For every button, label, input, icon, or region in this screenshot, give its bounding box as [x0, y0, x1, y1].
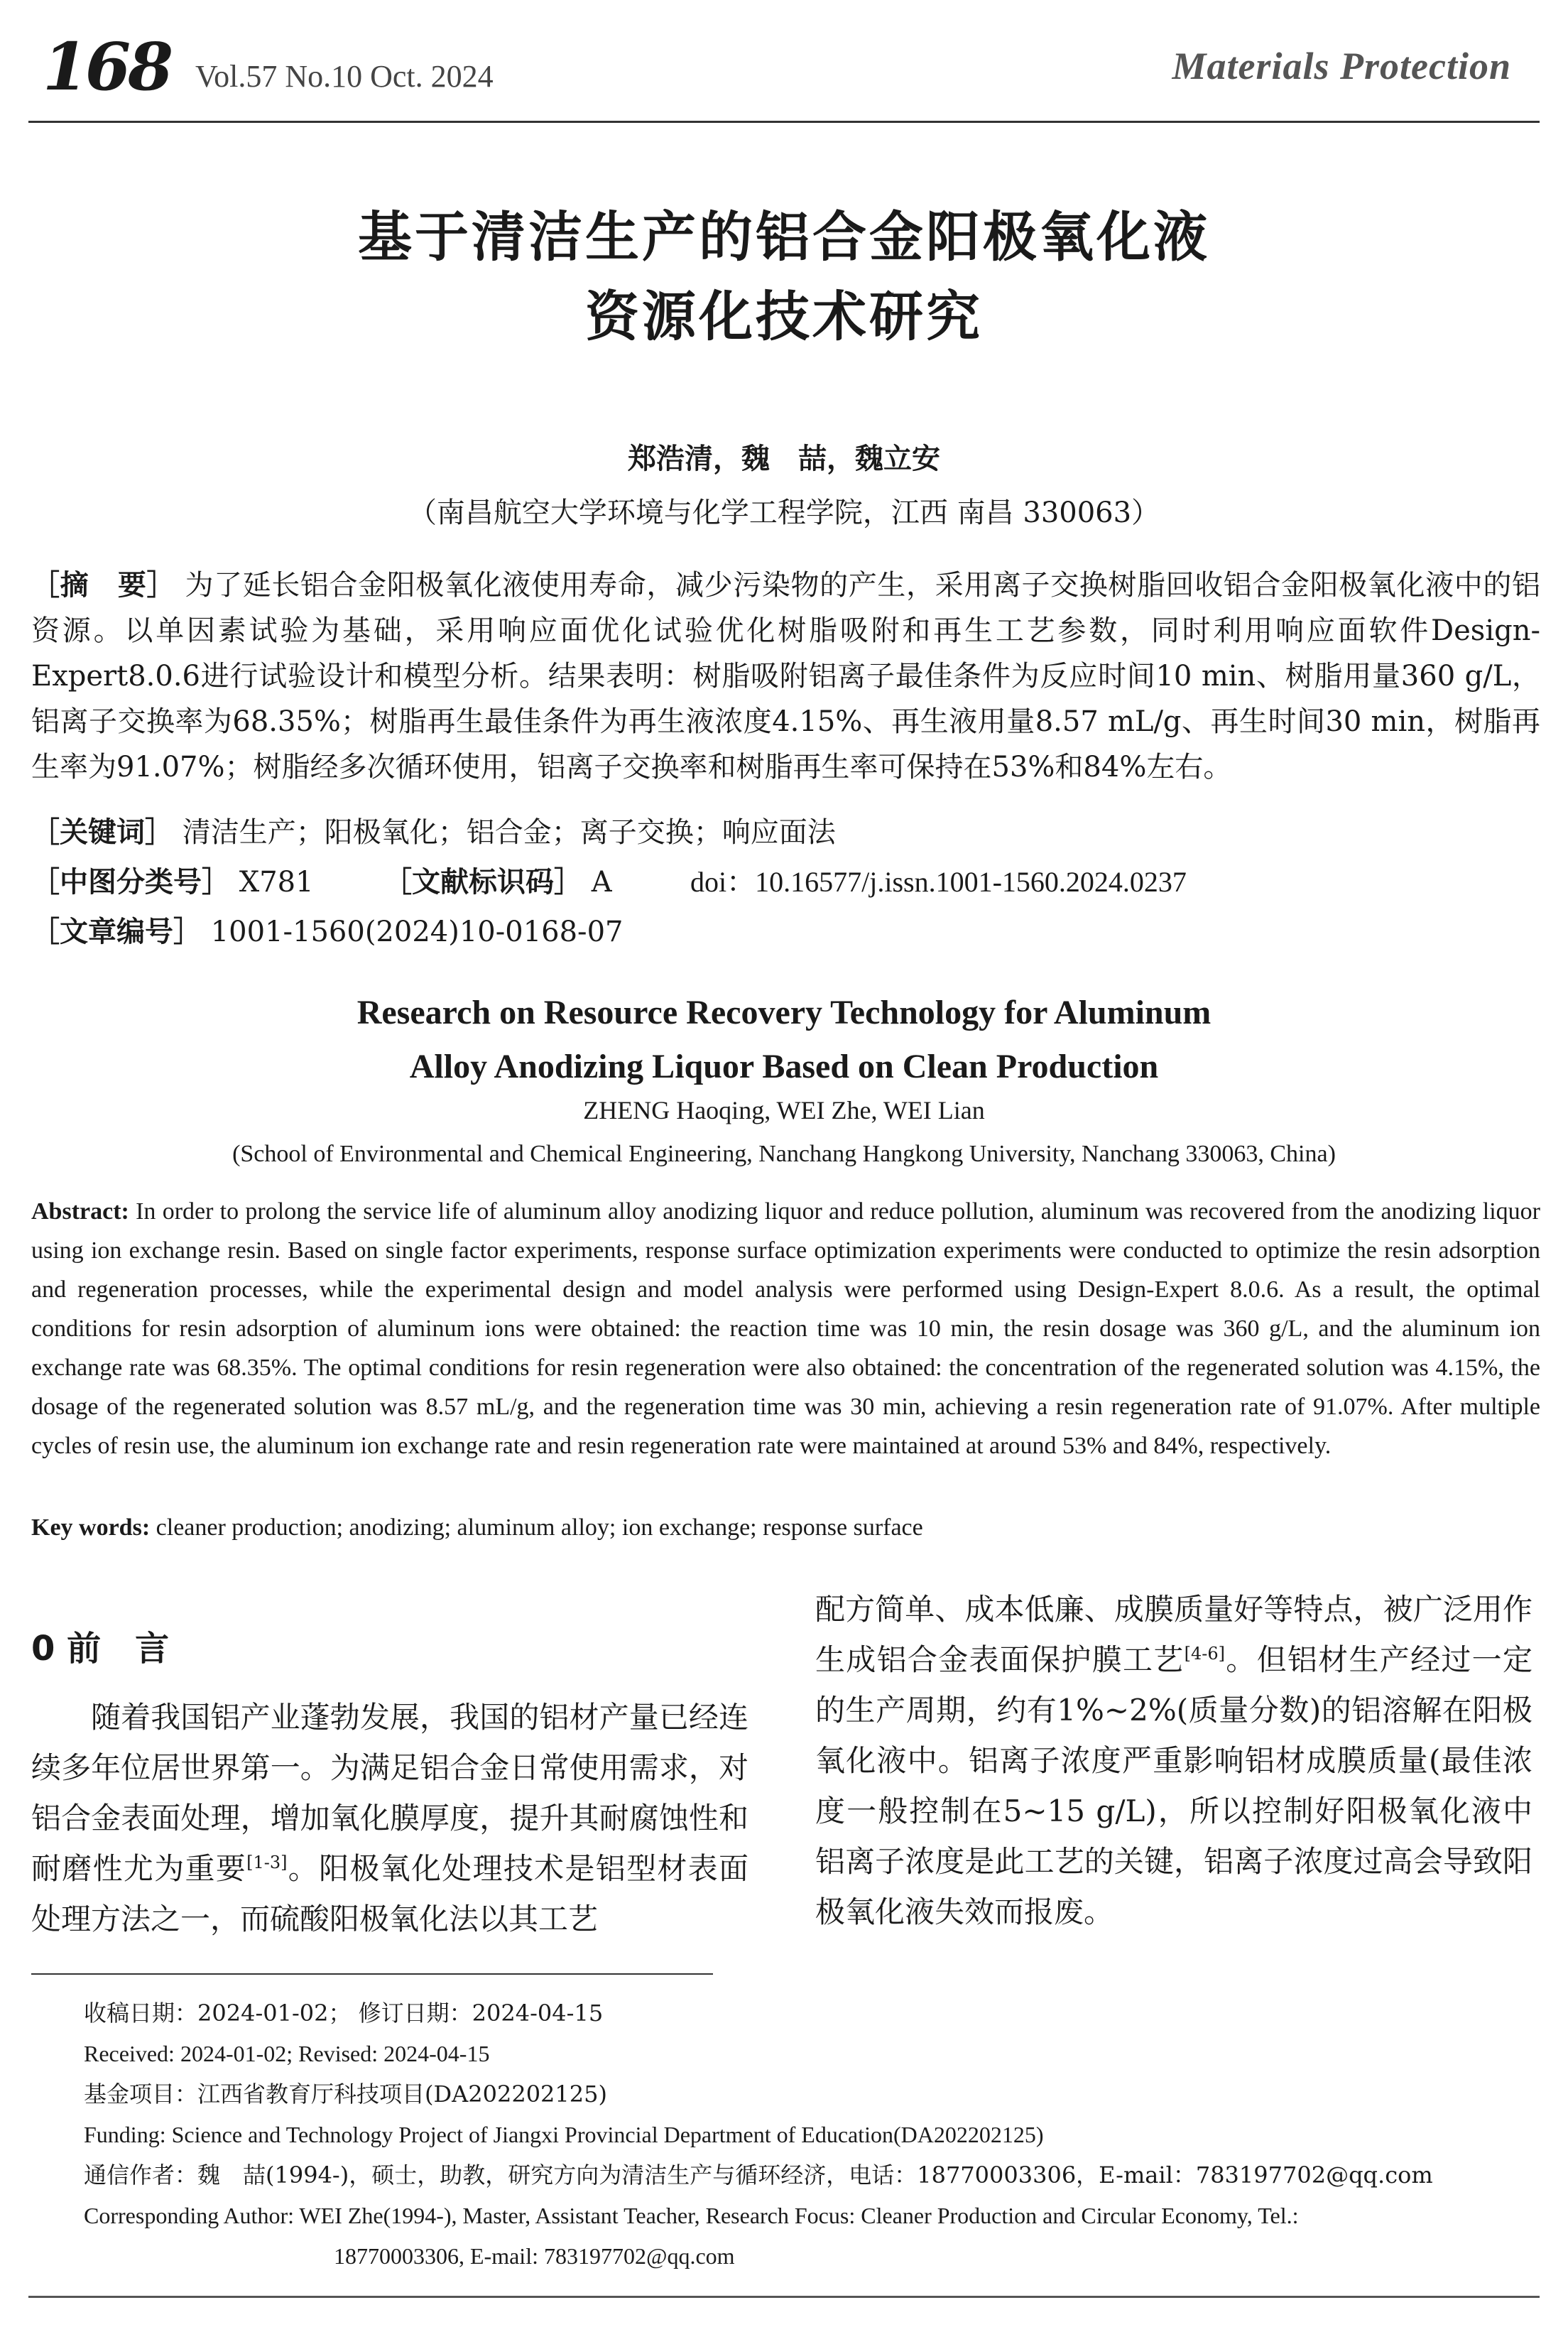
abstract-cn [31, 563, 1540, 790]
section-heading: 0 前 言 [31, 1629, 170, 1669]
authors: 郑浩清，魏 喆，魏立安 [628, 443, 940, 475]
en-affiliation: (School of Environmental and Chemical Engineering, Nanchang Hangkong University, Nanchang 330063, China) [232, 1141, 1336, 1167]
citation-4-6[interactable]: [4-6] [1184, 1644, 1225, 1664]
en-authors: ZHENG Haoqing, WEI Zhe, WEI Lian [583, 1096, 985, 1124]
doc-code-value: A [591, 866, 612, 899]
footnote-rule [31, 1973, 713, 1975]
clc-value: X781 [239, 866, 314, 899]
en-title-line-1: Research on Resource Recovery Technology for Aluminum [356, 994, 1212, 1031]
body-left-text-b: 。阳极氧化处理技术是铝型材表面处理方法之一，而硫酸阳极氧化法以其工艺 [31, 1851, 748, 1936]
en-keywords-text: cleaner production; anodizing; aluminum alloy; ion exchange; response surface [156, 1514, 923, 1541]
keywords-cn-label: ［关键词］ [31, 816, 173, 849]
en-keywords [31, 1514, 1540, 1541]
doc-code [383, 859, 612, 905]
article-number-value: 1001-1560(2024)10-0168-07 [210, 916, 624, 948]
body-left-column [31, 1692, 748, 1944]
affiliation: （南昌航空大学环境与化学工程学院，江西 南昌 330063） [408, 497, 1160, 529]
article-number [31, 909, 623, 955]
keywords-cn [31, 810, 836, 855]
clc [31, 859, 314, 905]
footnote-received-en: Received: 2024-01-02; Revised: 2024-04-15 [84, 2041, 490, 2066]
abstract-cn-label: ［摘 要］ [31, 569, 176, 602]
body-right-text-b: 。但铝材生产经过一定的生产周期，约有1%~2%(质量分数)的铝溶解在阳极氧化液中。铝离子浓度严重影响铝材成膜质量(最佳浓度一般控制在5~15 g/L)，所以控制好阳极氧化液中铝离子浓度是此工艺的关键，铝离子浓度过高会导致阳极氧化液失效而报废。 [815, 1642, 1532, 1929]
en-abstract [31, 1192, 1540, 1465]
title-line-1: 基于清洁生产的铝合金阳极氧化液 [358, 205, 1210, 269]
body-right-text-a: 配方简单、成本低廉、成膜质量好等特点，被广泛用作生成铝合金表面保护膜工艺 [815, 1592, 1532, 1677]
title-line-2: 资源化技术研究 [585, 285, 983, 348]
footnote-author-cn: 通信作者：魏 喆(1994-)，硕士，助教，研究方向为清洁生产与循环经济，电话：18770003306，E-mail：783197702@qq.com [84, 2162, 1433, 2189]
bottom-rule [28, 2296, 1540, 2298]
en-keywords-label: Key words: [31, 1514, 151, 1541]
en-title-line-2: Alloy Anodizing Liquor Based on Clean Production [409, 1048, 1159, 1085]
abstract-cn-text: 为了延长铝合金阳极氧化液使用寿命，减少污染物的产生，采用离子交换树脂回收铝合金阳极氧化液中的铝资源。以单因素试验为基础，采用响应面优化试验优化树脂吸附和再生工艺参数，同时利用响应面软件Design-Expert8.0.6进行试验设计和模型分析。结果表明：树脂吸附铝离子最佳条件为反应时间10 min、树脂用量360 g/L，铝离子交换率为68.35%；树脂再生最佳条件为再生液浓度4.15%、再生液用量8.57 mL/g、再生时间30 min，树脂再生率为91.07%；树脂经多次循环使用，铝离子交换率和树脂再生率可保持在53%和84%左右。 [31, 569, 1541, 783]
citation-1-3[interactable]: [1-3] [246, 1853, 288, 1872]
issue-info: Vol.57 No.10 Oct. 2024 [195, 59, 494, 94]
footnote-fund-en: Funding: Science and Technology Project of Jiangxi Provincial Department of Education(DA202202125) [84, 2122, 1044, 2147]
keywords-cn-text: 清洁生产；阳极氧化；铝合金；离子交换；响应面法 [182, 816, 836, 849]
header-rule [28, 121, 1540, 123]
footnote-author-en-2: 18770003306, E-mail: 783197702@qq.com [334, 2243, 735, 2269]
doi: doi：10.16577/j.issn.1001-1560.2024.0237 [690, 866, 1187, 898]
clc-label: ［中图分类号］ [31, 866, 230, 899]
body-right-column [815, 1584, 1532, 1937]
journal-name: Materials Protection [1172, 45, 1511, 87]
en-abstract-text: In order to prolong the service life of aluminum alloy anodizing liquor and reduce pollution, aluminum was recovered from the anodizing liquor using ion exchange resin. Based on single factor experiments, response surface optimization experiments were conducted to optimize the resin adsorption and regeneration processes, while the experimental design and model analysis were performed using Design-Expert 8.0.6. As a result, the optimal conditions for resin adsorption of aluminum ions were obtained: the reaction time was 10 min, the resin dosage was 360 g/L, and the aluminum ion exchange rate was 68.35%. The optimal conditions for resin regeneration were also obtained: the concentration of the regenerated solution was 4.15%, the dosage of the regenerated solution was 8.57 mL/g, and the regeneration time was 30 min, achieving a resin regeneration rate of 91.07%. After multiple cycles of resin use, the aluminum ion exchange rate and resin regeneration rate were maintained at around 53% and 84%, respectively. [31, 1198, 1540, 1459]
en-abstract-label: Abstract: [31, 1198, 129, 1225]
doc-code-label: ［文献标识码］ [383, 866, 582, 899]
footnote-author-en-1: Corresponding Author: WEI Zhe(1994-), Master, Assistant Teacher, Research Focus: Cleaner Production and Circular Economy, Tel.: [84, 2203, 1299, 2228]
footnote-received-cn: 收稿日期：2024-01-02； 修订日期：2024-04-15 [84, 2000, 604, 2027]
body-left-text-a: 随着我国铝产业蓬勃发展，我国的铝材产量已经连续多年位居世界第一。为满足铝合金日常使用需求，对铝合金表面处理，增加氧化膜厚度，提升其耐腐蚀性和耐磨性尤为重要 [31, 1700, 748, 1886]
article-number-label: ［文章编号］ [31, 916, 202, 948]
page-number: 168 [43, 28, 171, 105]
footnote-fund-cn: 基金项目：江西省教育厅科技项目(DA202202125) [84, 2081, 607, 2108]
